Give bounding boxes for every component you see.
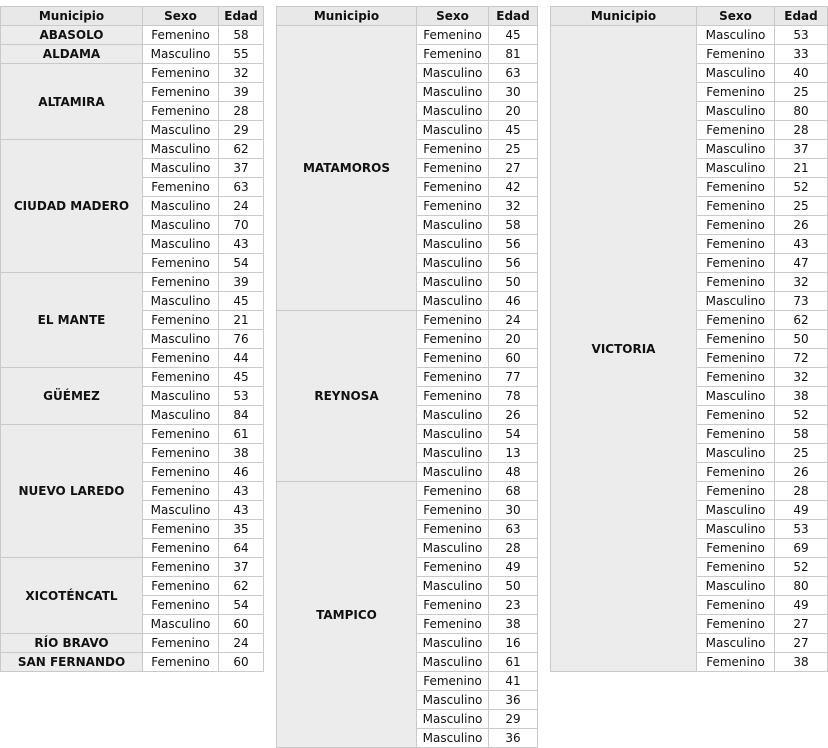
sexo-cell: Femenino <box>697 83 775 102</box>
sexo-cell: Masculino <box>697 159 775 178</box>
sexo-cell: Femenino <box>697 596 775 615</box>
edad-cell: 48 <box>489 463 538 482</box>
sexo-cell: Masculino <box>143 615 219 634</box>
table-row <box>1 45 264 64</box>
edad-cell: 38 <box>775 387 828 406</box>
edad-cell: 30 <box>489 501 538 520</box>
municipio-cell: NUEVO LAREDO <box>1 425 143 558</box>
table-body <box>551 26 828 672</box>
sexo-cell: Masculino <box>417 444 489 463</box>
sexo-cell: Femenino <box>417 387 489 406</box>
edad-cell: 43 <box>219 501 264 520</box>
sexo-cell: Masculino <box>697 387 775 406</box>
municipio-cell: ALTAMIRA <box>1 64 143 140</box>
header-municipio: Municipio <box>551 7 697 26</box>
sexo-cell: Femenino <box>143 558 219 577</box>
header-edad: Edad <box>489 7 538 26</box>
sexo-cell: Masculino <box>417 653 489 672</box>
sexo-cell: Femenino <box>143 463 219 482</box>
sexo-cell: Femenino <box>697 368 775 387</box>
edad-cell: 39 <box>219 273 264 292</box>
sexo-cell: Masculino <box>143 235 219 254</box>
sexo-cell: Femenino <box>697 482 775 501</box>
edad-cell: 77 <box>489 368 538 387</box>
edad-cell: 63 <box>219 178 264 197</box>
sexo-cell: Femenino <box>143 273 219 292</box>
sexo-cell: Femenino <box>697 254 775 273</box>
edad-cell: 62 <box>775 311 828 330</box>
sexo-cell: Masculino <box>143 501 219 520</box>
edad-cell: 32 <box>775 273 828 292</box>
edad-cell: 21 <box>219 311 264 330</box>
table-body <box>1 26 264 672</box>
sexo-cell: Femenino <box>417 140 489 159</box>
data-table-1 <box>0 6 264 672</box>
sexo-cell: Femenino <box>143 368 219 387</box>
sexo-cell: Femenino <box>143 539 219 558</box>
edad-cell: 49 <box>775 501 828 520</box>
sexo-cell: Femenino <box>143 178 219 197</box>
sexo-cell: Masculino <box>417 406 489 425</box>
edad-cell: 53 <box>775 520 828 539</box>
edad-cell: 62 <box>219 577 264 596</box>
sexo-cell: Femenino <box>697 653 775 672</box>
sexo-cell: Femenino <box>143 254 219 273</box>
edad-cell: 36 <box>489 729 538 748</box>
sexo-cell: Masculino <box>143 121 219 140</box>
sexo-cell: Femenino <box>417 368 489 387</box>
edad-cell: 37 <box>219 558 264 577</box>
sexo-cell: Masculino <box>143 216 219 235</box>
edad-cell: 26 <box>775 216 828 235</box>
edad-cell: 37 <box>219 159 264 178</box>
table-row <box>551 26 828 45</box>
sexo-cell: Masculino <box>417 273 489 292</box>
edad-cell: 63 <box>489 520 538 539</box>
edad-cell: 80 <box>775 577 828 596</box>
table-row <box>277 482 538 501</box>
edad-cell: 37 <box>775 140 828 159</box>
table-body <box>277 26 538 748</box>
edad-cell: 38 <box>489 615 538 634</box>
data-table-2 <box>276 6 538 748</box>
edad-cell: 25 <box>489 140 538 159</box>
edad-cell: 21 <box>775 159 828 178</box>
edad-cell: 35 <box>219 520 264 539</box>
edad-cell: 62 <box>219 140 264 159</box>
header-sexo: Sexo <box>143 7 219 26</box>
sexo-cell: Masculino <box>417 216 489 235</box>
edad-cell: 60 <box>219 615 264 634</box>
edad-cell: 50 <box>489 273 538 292</box>
edad-cell: 73 <box>775 292 828 311</box>
header-municipio: Municipio <box>277 7 417 26</box>
data-table-3 <box>550 6 828 672</box>
header-row <box>277 7 538 26</box>
sexo-cell: Masculino <box>697 577 775 596</box>
sexo-cell: Masculino <box>697 292 775 311</box>
sexo-cell: Masculino <box>417 729 489 748</box>
sexo-cell: Masculino <box>417 83 489 102</box>
sexo-cell: Masculino <box>697 444 775 463</box>
sexo-cell: Femenino <box>697 330 775 349</box>
table-row <box>1 653 264 672</box>
edad-cell: 43 <box>775 235 828 254</box>
municipio-cell: GÜÉMEZ <box>1 368 143 425</box>
sexo-cell: Femenino <box>697 558 775 577</box>
edad-cell: 32 <box>775 368 828 387</box>
sexo-cell: Femenino <box>143 577 219 596</box>
edad-cell: 54 <box>489 425 538 444</box>
sexo-cell: Masculino <box>417 463 489 482</box>
sexo-cell: Masculino <box>417 691 489 710</box>
sexo-cell: Masculino <box>697 140 775 159</box>
edad-cell: 47 <box>775 254 828 273</box>
sexo-cell: Femenino <box>143 83 219 102</box>
sexo-cell: Femenino <box>697 311 775 330</box>
table-row <box>1 425 264 444</box>
edad-cell: 45 <box>219 292 264 311</box>
sexo-cell: Femenino <box>143 311 219 330</box>
sexo-cell: Masculino <box>417 577 489 596</box>
sexo-cell: Femenino <box>417 197 489 216</box>
sexo-cell: Masculino <box>143 292 219 311</box>
edad-cell: 27 <box>489 159 538 178</box>
sexo-cell: Masculino <box>143 45 219 64</box>
edad-cell: 58 <box>489 216 538 235</box>
sexo-cell: Femenino <box>697 349 775 368</box>
municipio-cell: MATAMOROS <box>277 26 417 311</box>
edad-cell: 55 <box>219 45 264 64</box>
edad-cell: 24 <box>489 311 538 330</box>
header-municipio: Municipio <box>1 7 143 26</box>
edad-cell: 64 <box>219 539 264 558</box>
sexo-cell: Femenino <box>697 539 775 558</box>
sexo-cell: Femenino <box>143 653 219 672</box>
edad-cell: 25 <box>775 83 828 102</box>
municipio-cell: ABASOLO <box>1 26 143 45</box>
edad-cell: 54 <box>219 254 264 273</box>
edad-cell: 76 <box>219 330 264 349</box>
sexo-cell: Femenino <box>417 349 489 368</box>
header-edad: Edad <box>775 7 828 26</box>
edad-cell: 28 <box>775 121 828 140</box>
header-row <box>551 7 828 26</box>
sexo-cell: Masculino <box>697 26 775 45</box>
sexo-cell: Masculino <box>417 64 489 83</box>
sexo-cell: Femenino <box>417 311 489 330</box>
edad-cell: 84 <box>219 406 264 425</box>
sexo-cell: Masculino <box>417 235 489 254</box>
edad-cell: 45 <box>489 26 538 45</box>
sexo-cell: Femenino <box>143 444 219 463</box>
table-row <box>277 311 538 330</box>
sexo-cell: Femenino <box>697 216 775 235</box>
sexo-cell: Masculino <box>697 634 775 653</box>
sexo-cell: Masculino <box>697 102 775 121</box>
edad-cell: 49 <box>489 558 538 577</box>
header-row <box>1 7 264 26</box>
sexo-cell: Femenino <box>143 425 219 444</box>
sexo-cell: Femenino <box>697 178 775 197</box>
edad-cell: 27 <box>775 634 828 653</box>
edad-cell: 58 <box>219 26 264 45</box>
edad-cell: 25 <box>775 197 828 216</box>
sexo-cell: Femenino <box>697 235 775 254</box>
edad-cell: 53 <box>775 26 828 45</box>
sexo-cell: Femenino <box>697 273 775 292</box>
edad-cell: 33 <box>775 45 828 64</box>
edad-cell: 52 <box>775 178 828 197</box>
municipio-cell: REYNOSA <box>277 311 417 482</box>
sexo-cell: Masculino <box>417 425 489 444</box>
table-row <box>1 26 264 45</box>
edad-cell: 68 <box>489 482 538 501</box>
sexo-cell: Masculino <box>143 159 219 178</box>
header-edad: Edad <box>219 7 264 26</box>
edad-cell: 45 <box>489 121 538 140</box>
edad-cell: 20 <box>489 102 538 121</box>
municipio-cell: XICOTÉNCATL <box>1 558 143 634</box>
table-row <box>1 273 264 292</box>
sexo-cell: Femenino <box>143 26 219 45</box>
sexo-cell: Masculino <box>697 64 775 83</box>
edad-cell: 63 <box>489 64 538 83</box>
edad-cell: 36 <box>489 691 538 710</box>
edad-cell: 24 <box>219 634 264 653</box>
edad-cell: 32 <box>219 64 264 83</box>
sexo-cell: Femenino <box>417 520 489 539</box>
edad-cell: 16 <box>489 634 538 653</box>
edad-cell: 23 <box>489 596 538 615</box>
edad-cell: 78 <box>489 387 538 406</box>
edad-cell: 32 <box>489 197 538 216</box>
edad-cell: 52 <box>775 406 828 425</box>
edad-cell: 45 <box>219 368 264 387</box>
edad-cell: 61 <box>219 425 264 444</box>
edad-cell: 49 <box>775 596 828 615</box>
sexo-cell: Femenino <box>697 45 775 64</box>
edad-cell: 30 <box>489 83 538 102</box>
sexo-cell: Femenino <box>143 64 219 83</box>
sexo-cell: Masculino <box>417 634 489 653</box>
table-row <box>1 634 264 653</box>
sexo-cell: Masculino <box>417 102 489 121</box>
edad-cell: 38 <box>775 653 828 672</box>
header-sexo: Sexo <box>697 7 775 26</box>
edad-cell: 43 <box>219 482 264 501</box>
edad-cell: 26 <box>775 463 828 482</box>
sexo-cell: Masculino <box>143 330 219 349</box>
sexo-cell: Masculino <box>143 406 219 425</box>
table-row <box>1 64 264 83</box>
edad-cell: 28 <box>489 539 538 558</box>
edad-cell: 27 <box>775 615 828 634</box>
sexo-cell: Femenino <box>143 482 219 501</box>
edad-cell: 70 <box>219 216 264 235</box>
table-row <box>1 140 264 159</box>
sexo-cell: Masculino <box>143 140 219 159</box>
sexo-cell: Femenino <box>417 45 489 64</box>
edad-cell: 28 <box>219 102 264 121</box>
sexo-cell: Femenino <box>417 615 489 634</box>
sexo-cell: Masculino <box>417 254 489 273</box>
edad-cell: 52 <box>775 558 828 577</box>
sexo-cell: Femenino <box>143 349 219 368</box>
sexo-cell: Masculino <box>417 292 489 311</box>
municipio-cell: SAN FERNANDO <box>1 653 143 672</box>
table-row <box>1 368 264 387</box>
sexo-cell: Masculino <box>697 520 775 539</box>
sexo-cell: Femenino <box>417 159 489 178</box>
edad-cell: 72 <box>775 349 828 368</box>
sexo-cell: Femenino <box>417 672 489 691</box>
edad-cell: 13 <box>489 444 538 463</box>
edad-cell: 46 <box>219 463 264 482</box>
sexo-cell: Femenino <box>417 178 489 197</box>
sexo-cell: Masculino <box>417 539 489 558</box>
edad-cell: 43 <box>219 235 264 254</box>
sexo-cell: Femenino <box>697 121 775 140</box>
edad-cell: 53 <box>219 387 264 406</box>
edad-cell: 56 <box>489 254 538 273</box>
edad-cell: 44 <box>219 349 264 368</box>
sexo-cell: Femenino <box>417 482 489 501</box>
edad-cell: 26 <box>489 406 538 425</box>
edad-cell: 29 <box>219 121 264 140</box>
municipio-cell: VICTORIA <box>551 26 697 672</box>
edad-cell: 20 <box>489 330 538 349</box>
sexo-cell: Femenino <box>417 26 489 45</box>
edad-cell: 81 <box>489 45 538 64</box>
edad-cell: 39 <box>219 83 264 102</box>
header-sexo: Sexo <box>417 7 489 26</box>
edad-cell: 60 <box>219 653 264 672</box>
edad-cell: 25 <box>775 444 828 463</box>
municipio-cell: TAMPICO <box>277 482 417 748</box>
municipio-cell: EL MANTE <box>1 273 143 368</box>
edad-cell: 54 <box>219 596 264 615</box>
table-row <box>277 26 538 45</box>
edad-cell: 80 <box>775 102 828 121</box>
edad-cell: 50 <box>489 577 538 596</box>
sexo-cell: Masculino <box>417 710 489 729</box>
sexo-cell: Masculino <box>143 197 219 216</box>
sexo-cell: Femenino <box>697 197 775 216</box>
sexo-cell: Masculino <box>697 501 775 520</box>
sexo-cell: Femenino <box>417 501 489 520</box>
sexo-cell: Femenino <box>697 425 775 444</box>
sexo-cell: Femenino <box>143 634 219 653</box>
municipio-cell: RÍO BRAVO <box>1 634 143 653</box>
edad-cell: 50 <box>775 330 828 349</box>
edad-cell: 28 <box>775 482 828 501</box>
sexo-cell: Femenino <box>417 330 489 349</box>
edad-cell: 69 <box>775 539 828 558</box>
sexo-cell: Masculino <box>143 387 219 406</box>
edad-cell: 29 <box>489 710 538 729</box>
sexo-cell: Femenino <box>143 102 219 121</box>
municipio-cell: ALDAMA <box>1 45 143 64</box>
edad-cell: 46 <box>489 292 538 311</box>
table-row <box>1 558 264 577</box>
edad-cell: 38 <box>219 444 264 463</box>
edad-cell: 58 <box>775 425 828 444</box>
sexo-cell: Femenino <box>417 596 489 615</box>
sexo-cell: Femenino <box>417 558 489 577</box>
sexo-cell: Masculino <box>417 121 489 140</box>
edad-cell: 56 <box>489 235 538 254</box>
edad-cell: 60 <box>489 349 538 368</box>
sexo-cell: Femenino <box>697 406 775 425</box>
sexo-cell: Femenino <box>143 520 219 539</box>
edad-cell: 61 <box>489 653 538 672</box>
edad-cell: 40 <box>775 64 828 83</box>
edad-cell: 41 <box>489 672 538 691</box>
sexo-cell: Femenino <box>143 596 219 615</box>
sexo-cell: Femenino <box>697 463 775 482</box>
edad-cell: 24 <box>219 197 264 216</box>
municipio-cell: CIUDAD MADERO <box>1 140 143 273</box>
sexo-cell: Femenino <box>697 615 775 634</box>
edad-cell: 42 <box>489 178 538 197</box>
